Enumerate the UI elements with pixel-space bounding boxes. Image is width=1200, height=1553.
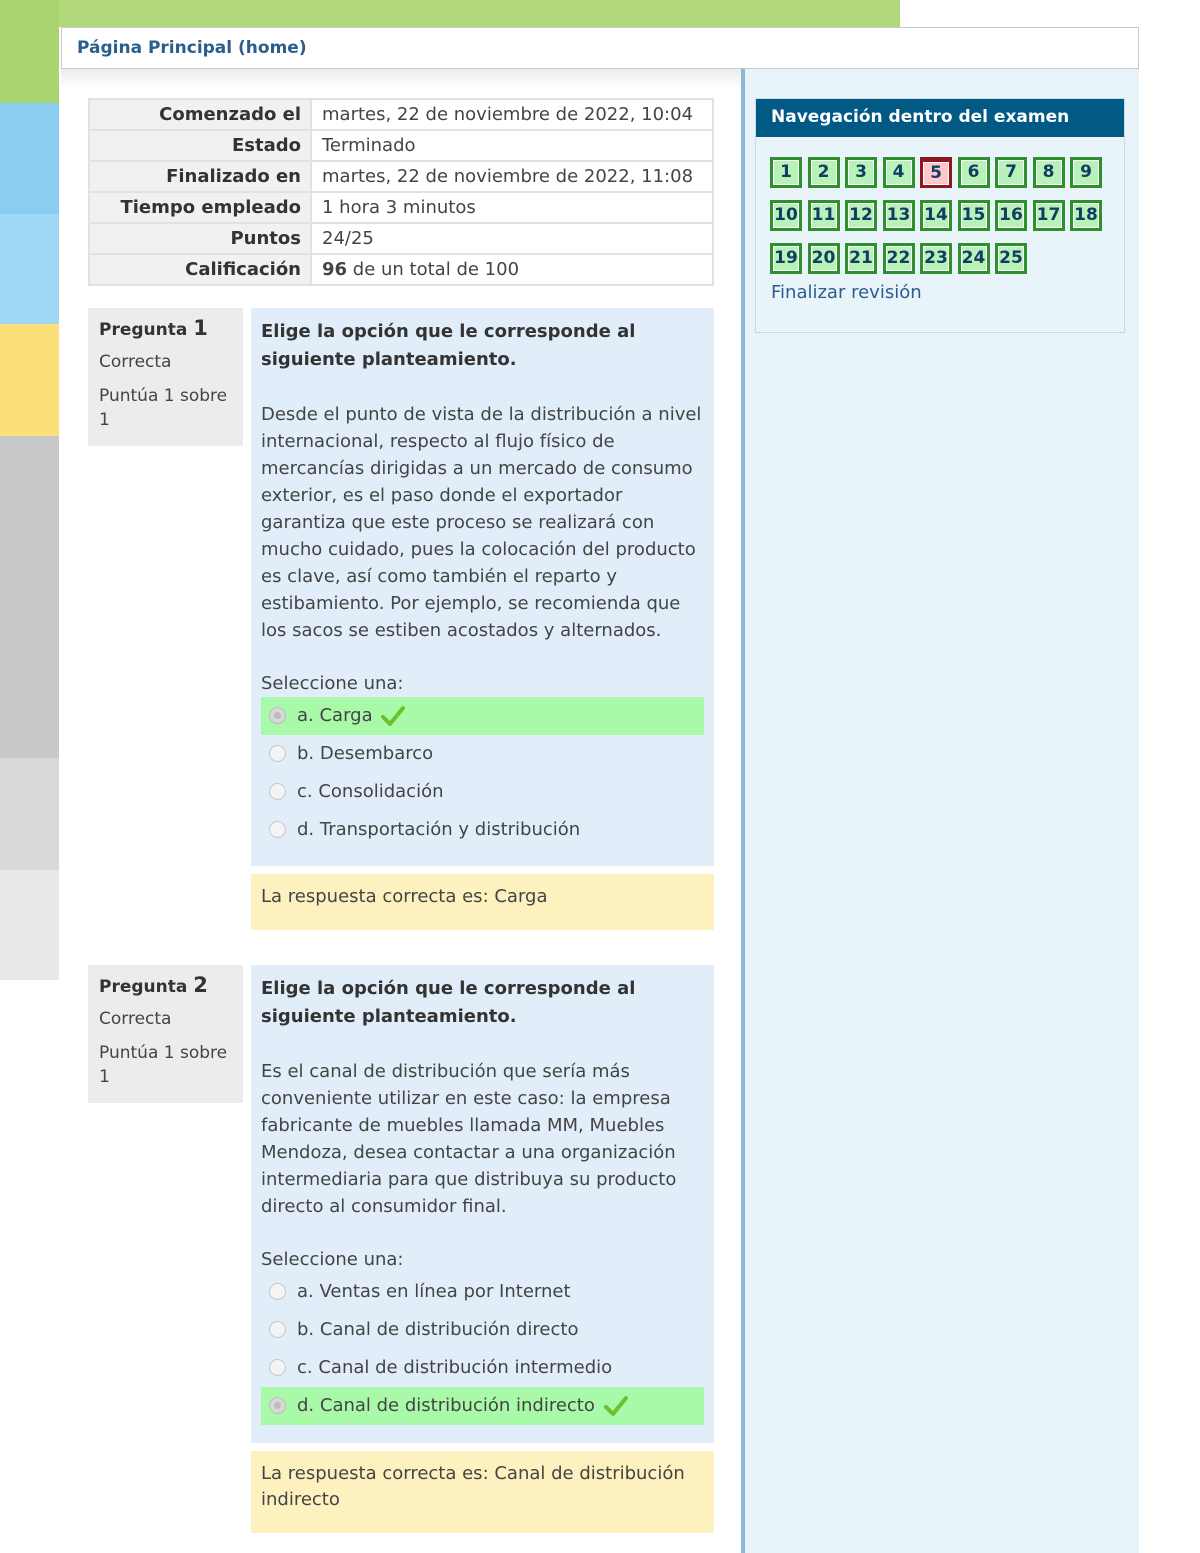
question-state: Correcta bbox=[99, 1009, 172, 1029]
quiz-nav-button[interactable]: 20 bbox=[808, 243, 840, 274]
quiz-nav-button[interactable]: 9 bbox=[1070, 157, 1102, 188]
quiz-navigation-block bbox=[755, 98, 1125, 333]
answer-label: c. Consolidación bbox=[297, 781, 444, 802]
answer-label: c. Canal de distribución intermedio bbox=[297, 1357, 613, 1378]
question-content bbox=[251, 308, 714, 866]
radio-button[interactable] bbox=[269, 1359, 286, 1376]
question-number: Pregunta 2 bbox=[99, 973, 208, 997]
quiz-nav-button[interactable]: 18 bbox=[1070, 200, 1102, 231]
answer-label: b. Desembarco bbox=[297, 743, 434, 764]
quiz-nav-button[interactable]: 6 bbox=[958, 157, 990, 188]
check-icon bbox=[381, 705, 405, 727]
summary-row bbox=[89, 192, 713, 223]
left-decor-stripe bbox=[0, 758, 59, 870]
quiz-nav-button[interactable]: 1 bbox=[770, 157, 802, 188]
question-text: Es el canal de distribución que sería más conveniente utilizar en este caso: la empresa fabricante de muebles llamada MM, Muebles Mendoza, desea contactar a una organización intermediaria para que distribuya su producto directo al consumidor final. bbox=[261, 1061, 677, 1217]
grade-score: 96 bbox=[322, 259, 348, 280]
summary-row bbox=[89, 161, 713, 192]
answer-option[interactable] bbox=[261, 1349, 704, 1387]
finish-review-link[interactable]: Finalizar revisión bbox=[771, 282, 922, 303]
quiz-nav-button[interactable]: 22 bbox=[883, 243, 915, 274]
radio-button[interactable] bbox=[269, 1397, 286, 1414]
summary-row bbox=[89, 254, 713, 285]
left-decor-stripe bbox=[0, 870, 59, 980]
quiz-nav-button[interactable]: 24 bbox=[958, 243, 990, 274]
question-content bbox=[251, 965, 714, 1443]
left-decor-stripe bbox=[0, 103, 59, 214]
quiz-nav-button[interactable]: 25 bbox=[995, 243, 1027, 274]
left-decor-stripe bbox=[0, 436, 59, 758]
summary-label: Estado bbox=[89, 130, 311, 161]
correct-answer-feedback: La respuesta correcta es: Canal de distribución indirecto bbox=[251, 1451, 714, 1533]
answer-label: d. Canal de distribución indirecto bbox=[297, 1395, 595, 1416]
breadcrumb-bar bbox=[61, 27, 1139, 69]
quiz-nav-button[interactable]: 8 bbox=[1033, 157, 1065, 188]
question-info bbox=[88, 965, 243, 1103]
quiz-nav-button[interactable]: 10 bbox=[770, 200, 802, 231]
answer-label: a. Ventas en línea por Internet bbox=[297, 1281, 571, 1302]
grade-total: de un total de 100 bbox=[352, 259, 520, 280]
answer-label: d. Transportación y distribución bbox=[297, 819, 581, 840]
correct-answer-feedback: La respuesta correcta es: Carga bbox=[251, 874, 714, 930]
summary-value: martes, 22 de noviembre de 2022, 11:08 bbox=[311, 161, 713, 192]
summary-row bbox=[89, 99, 713, 130]
question-grade: Puntúa 1 sobre 1 bbox=[99, 386, 228, 430]
radio-button[interactable] bbox=[269, 1283, 286, 1300]
radio-button[interactable] bbox=[269, 1321, 286, 1338]
answer-option[interactable] bbox=[261, 735, 704, 773]
question-info bbox=[88, 308, 243, 446]
radio-button[interactable] bbox=[269, 783, 286, 800]
summary-row bbox=[89, 223, 713, 254]
left-decor-stripe bbox=[0, 324, 59, 436]
summary-label: Finalizado en bbox=[89, 161, 311, 192]
question-title: Elige la opción que le corresponde al siguiente planteamiento. bbox=[261, 321, 636, 370]
quiz-nav-button[interactable]: 11 bbox=[808, 200, 840, 231]
question-grade: Puntúa 1 sobre 1 bbox=[99, 1043, 228, 1087]
quiz-navigation-title: Navegación dentro del examen bbox=[756, 99, 1124, 137]
top-decor-bar bbox=[0, 0, 900, 27]
quiz-nav-button[interactable]: 14 bbox=[920, 200, 952, 231]
summary-value: Terminado bbox=[311, 130, 713, 161]
left-decor-stripe bbox=[0, 0, 59, 103]
answer-prompt: Seleccione una: bbox=[261, 673, 404, 694]
question-title: Elige la opción que le corresponde al siguiente planteamiento. bbox=[261, 978, 636, 1027]
question-number: Pregunta 1 bbox=[99, 316, 208, 340]
quiz-nav-button[interactable]: 2 bbox=[808, 157, 840, 188]
summary-row bbox=[89, 130, 713, 161]
answer-option[interactable] bbox=[261, 1273, 704, 1311]
quiz-nav-button[interactable]: 12 bbox=[845, 200, 877, 231]
answer-option[interactable] bbox=[261, 811, 704, 849]
quiz-nav-button[interactable]: 3 bbox=[845, 157, 877, 188]
left-decor-stripe bbox=[0, 214, 59, 324]
attempt-summary-table bbox=[88, 98, 714, 286]
radio-button[interactable] bbox=[269, 821, 286, 838]
summary-label: Puntos bbox=[89, 223, 311, 254]
answer-option[interactable] bbox=[261, 1387, 704, 1425]
home-link[interactable]: Página Principal (home) bbox=[77, 38, 307, 58]
answer-prompt: Seleccione una: bbox=[261, 1249, 404, 1270]
question-text: Desde el punto de vista de la distribución a nivel internacional, respecto al flujo físico de mercancías dirigidas a un mercado de consumo exterior, es el paso donde el exportador garantiza que este proceso se realizará con mucho cuidado, pues la colocación del producto es clave, así como también el reparto y estibamiento. Por ejemplo, se recomienda que los sacos se estiben acostados y alternados. bbox=[261, 404, 702, 641]
summary-value bbox=[311, 254, 713, 285]
answer-option[interactable] bbox=[261, 697, 704, 735]
quiz-nav-button[interactable]: 7 bbox=[995, 157, 1027, 188]
answer-label: a. Carga bbox=[297, 705, 373, 726]
quiz-nav-button[interactable]: 4 bbox=[883, 157, 915, 188]
summary-value: martes, 22 de noviembre de 2022, 10:04 bbox=[311, 99, 713, 130]
quiz-nav-button[interactable]: 23 bbox=[920, 243, 952, 274]
quiz-nav-button[interactable]: 15 bbox=[958, 200, 990, 231]
quiz-nav-button[interactable]: 21 bbox=[845, 243, 877, 274]
summary-label: Tiempo empleado bbox=[89, 192, 311, 223]
summary-value: 1 hora 3 minutos bbox=[311, 192, 713, 223]
quiz-nav-button[interactable]: 5 bbox=[920, 157, 952, 188]
answer-label: b. Canal de distribución directo bbox=[297, 1319, 579, 1340]
summary-label: Calificación bbox=[89, 254, 311, 285]
radio-button[interactable] bbox=[269, 707, 286, 724]
question-state: Correcta bbox=[99, 352, 172, 372]
quiz-nav-button[interactable]: 16 bbox=[995, 200, 1027, 231]
summary-label: Comenzado el bbox=[89, 99, 311, 130]
quiz-nav-button[interactable]: 19 bbox=[770, 243, 802, 274]
summary-value: 24/25 bbox=[311, 223, 713, 254]
content-top-shadow bbox=[61, 69, 741, 89]
answer-option[interactable] bbox=[261, 773, 704, 811]
answer-option[interactable] bbox=[261, 1311, 704, 1349]
check-icon bbox=[604, 1395, 628, 1417]
quiz-nav-button[interactable]: 17 bbox=[1033, 200, 1065, 231]
quiz-nav-button[interactable]: 13 bbox=[883, 200, 915, 231]
radio-button[interactable] bbox=[269, 745, 286, 762]
